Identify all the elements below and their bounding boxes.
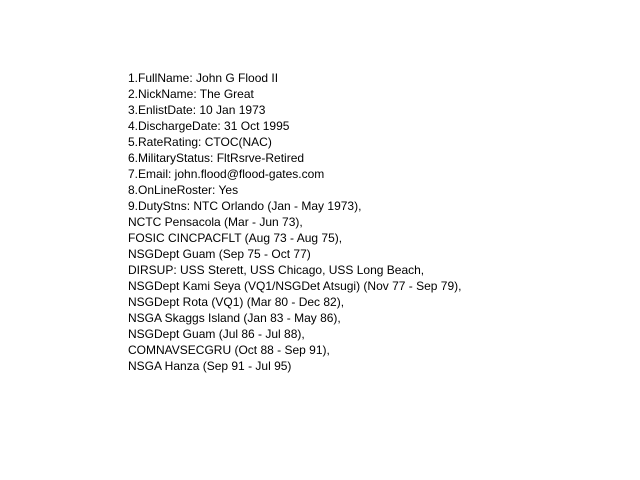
profile-line-rate-rating: 5.RateRating: CTOC(NAC) [128,135,272,149]
duty-station-line: NCTC Pensacola (Mar - Jun 73), [128,215,303,229]
duty-station-line: COMNAVSECGRU (Oct 88 - Sep 91), [128,343,330,357]
profile-line-enlist-date: 3.EnlistDate: 10 Jan 1973 [128,103,266,117]
duty-station-line: DIRSUP: USS Sterett, USS Chicago, USS Long Beach, [128,263,425,277]
duty-station-line: NSGDept Kami Seya (VQ1/NSGDet Atsugi) (Nov 77 - Sep 79), [128,279,462,293]
profile-line-nick-name: 2.NickName: The Great [128,87,254,101]
duty-station-line: NSGA Skaggs Island (Jan 83 - May 86), [128,311,341,325]
profile-line-full-name: 1.FullName: John G Flood II [128,71,279,85]
profile-line-email: 7.Email: john.flood@flood-gates.com [128,167,325,181]
duty-station-line: NSGDept Guam (Sep 75 - Oct 77) [128,247,311,261]
duty-station-line: NSGDept Guam (Jul 86 - Jul 88), [128,327,305,341]
profile-line-discharge-date: 4.DischargeDate: 31 Oct 1995 [128,119,290,133]
profile-line-duty-stations: 9.DutyStns: NTC Orlando (Jan - May 1973), [128,199,362,213]
member-profile [128,70,628,374]
profile-line-military-status: 6.MilitaryStatus: FltRsrve-Retired [128,151,305,165]
duty-station-line: NSGDept Rota (VQ1) (Mar 80 - Dec 82), [128,295,345,309]
duty-station-line: FOSIC CINCPACFLT (Aug 73 - Aug 75), [128,231,343,245]
profile-line-online-roster: 8.OnLineRoster: Yes [128,183,239,197]
duty-station-line: NSGA Hanza (Sep 91 - Jul 95) [128,359,292,373]
